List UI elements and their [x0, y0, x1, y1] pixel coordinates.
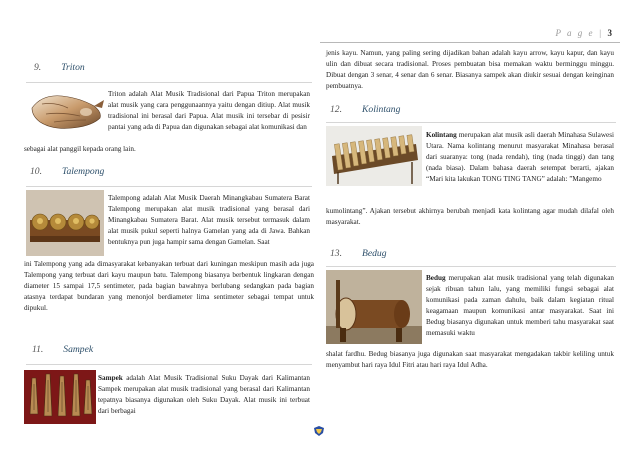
triton-text-top: Triton adalah Alat Musik Tradisional dari Papua Triton merupakan alat musik yang cara penggunaannya yaitu dengan ditiup. Alat musik tradisional ini berasal dari Papua. Alat musik ini tersebar di pesisir pantai yang ada di Papua dan digunakan sebagai alat komunikasi dan [108, 90, 310, 131]
heading-bedug [330, 248, 387, 259]
kolintang-image [326, 126, 422, 186]
footer-logo-icon [313, 425, 325, 437]
talempong-text-full: ini Talempong yang ada dimasyarakat kebanyakan terbuat dari kuningan meskipun masih ada juga Talempong yang terbuat dari kayu maupun batu. Talempong biasanya berbentuk lingkaran dengan diameter 15 sampai 17,5 sentimeter, pada bagian bawahnya berlubang sedangkan pada bagian atasnya terdapat bundaran yang menonjol berdiameter lima sentimeter sebagai tempat untuk dipukul. [24, 260, 314, 312]
sampek-text [98, 373, 310, 417]
bedug-drum-icon [326, 270, 422, 344]
sampek-image [24, 370, 96, 424]
sampek-lutes-icon [24, 370, 96, 424]
kolintang-text-full: kumolintang”. Ajakan tersebut akhirnya berubah menjadi kata kolintang agar mudah dilafal oleh masyarakat. [326, 207, 614, 226]
heading-title: Triton [61, 62, 85, 73]
triton-image [28, 86, 106, 138]
talempong-text-top: Talempong adalah Alat Musik Daerah Minangkabau Sumatera Barat Talempong merupakan alat musik tradisional yang berasal dari Minangkabau Sumatera Barat. Alat musik tersebut termasuk dalam alat musik pukul seperti halnya Gamelan yang ada di Jawa. Bahkan bentuknya pun juga hampir sama dengan Gamelan. Saat [108, 194, 310, 246]
heading-talempong [30, 166, 104, 177]
bedug-body: merupakan alat musik tradisional yang telah digunakan sejak ribuan tahun lalu, yang memiliki fungsi sebagai alat komunikasi pada zaman dahulu, baik dalam kegiatan ritual keagamaan maupun komunikasi antar masyarakat. Saat ini Bedug biasanya digunakan untuk memberi tahu masyarakat saat memasuki waktu [426, 274, 614, 337]
heading-number: 12. [330, 104, 342, 115]
heading-underline [326, 266, 616, 267]
talempong-image [26, 190, 104, 256]
sampek-body: adalah Alat Musik Tradisional Suku Dayak dari Kalimantan Sampek merupakan alat musik tradisional yang berasal dari Kalimantan tepatnya biasanya digunakan oleh Suku Dayak. Alat musik ini terbuat dari berbagai [98, 374, 311, 415]
sampek-bold-term: Sampek [98, 374, 123, 382]
kolintang-body: merupakan alat musik asli daerah Minahasa Sulawesi Utara. Nama kolintang menurut masyarakat Minahasa berasal dari suaranya: tong (nada rendah), ting (nada tinggi) dan tang (nada biasa). Dalam bahasa daerah setempat berarti, ajakan “Mari kita lakukan TONG TING TANG” adalah: ”Mangemo [426, 131, 614, 183]
heading-underline [26, 82, 312, 83]
sampek-continued-text: jenis kayu. Namun, yang paling sering dijadikan bahan adalah kayu arrow, kayu kapur, dan kayu ulin dan dibuat secara tradisional. Proses pembuatan bisa memakan waktu berminggu minggu. Dibuat dengan 3 senar, 4 senar dan 6 senar. Biasanya sampek akan diukir sesuai dengan keinginan pembuatnya. [326, 49, 614, 90]
heading-title: Sampek [63, 344, 94, 355]
kolintang-text-top [426, 130, 614, 185]
heading-sampek [32, 344, 93, 355]
heading-title: Talempong [62, 166, 105, 177]
heading-number: 13. [330, 248, 342, 259]
kolintang-bold-term: Kolintang [426, 131, 457, 139]
heading-number: 9. [34, 62, 42, 73]
triton-text-full: sebagai alat panggil kepada orang lain. [24, 145, 136, 153]
heading-triton [34, 62, 85, 73]
header-rule [320, 42, 620, 43]
triton-shell-icon [28, 86, 106, 138]
heading-underline [26, 364, 312, 365]
bedug-image [326, 270, 422, 344]
page-number [555, 28, 612, 38]
heading-number: 10. [30, 166, 42, 177]
heading-title: Kolintang [362, 104, 401, 115]
bedug-text-full: shalat fardhu. Bedug biasanya juga digunakan saat masyarakat mengadakan takbir keliling untuk menyambut hari raya Idul Fitri atau hari raya Idul Adha. [326, 350, 614, 369]
heading-underline [26, 186, 312, 187]
heading-title: Bedug [362, 248, 387, 259]
heading-underline [326, 122, 616, 123]
kolintang-xylophone-icon [326, 126, 422, 186]
bedug-text-top [426, 273, 614, 338]
page-number-value: 3 [607, 28, 612, 38]
page-label: P a g e | [555, 28, 604, 38]
heading-number: 11. [32, 344, 44, 355]
heading-kolintang [330, 104, 400, 115]
talempong-gongs-icon [26, 190, 104, 256]
bedug-bold-term: Bedug [426, 274, 446, 282]
